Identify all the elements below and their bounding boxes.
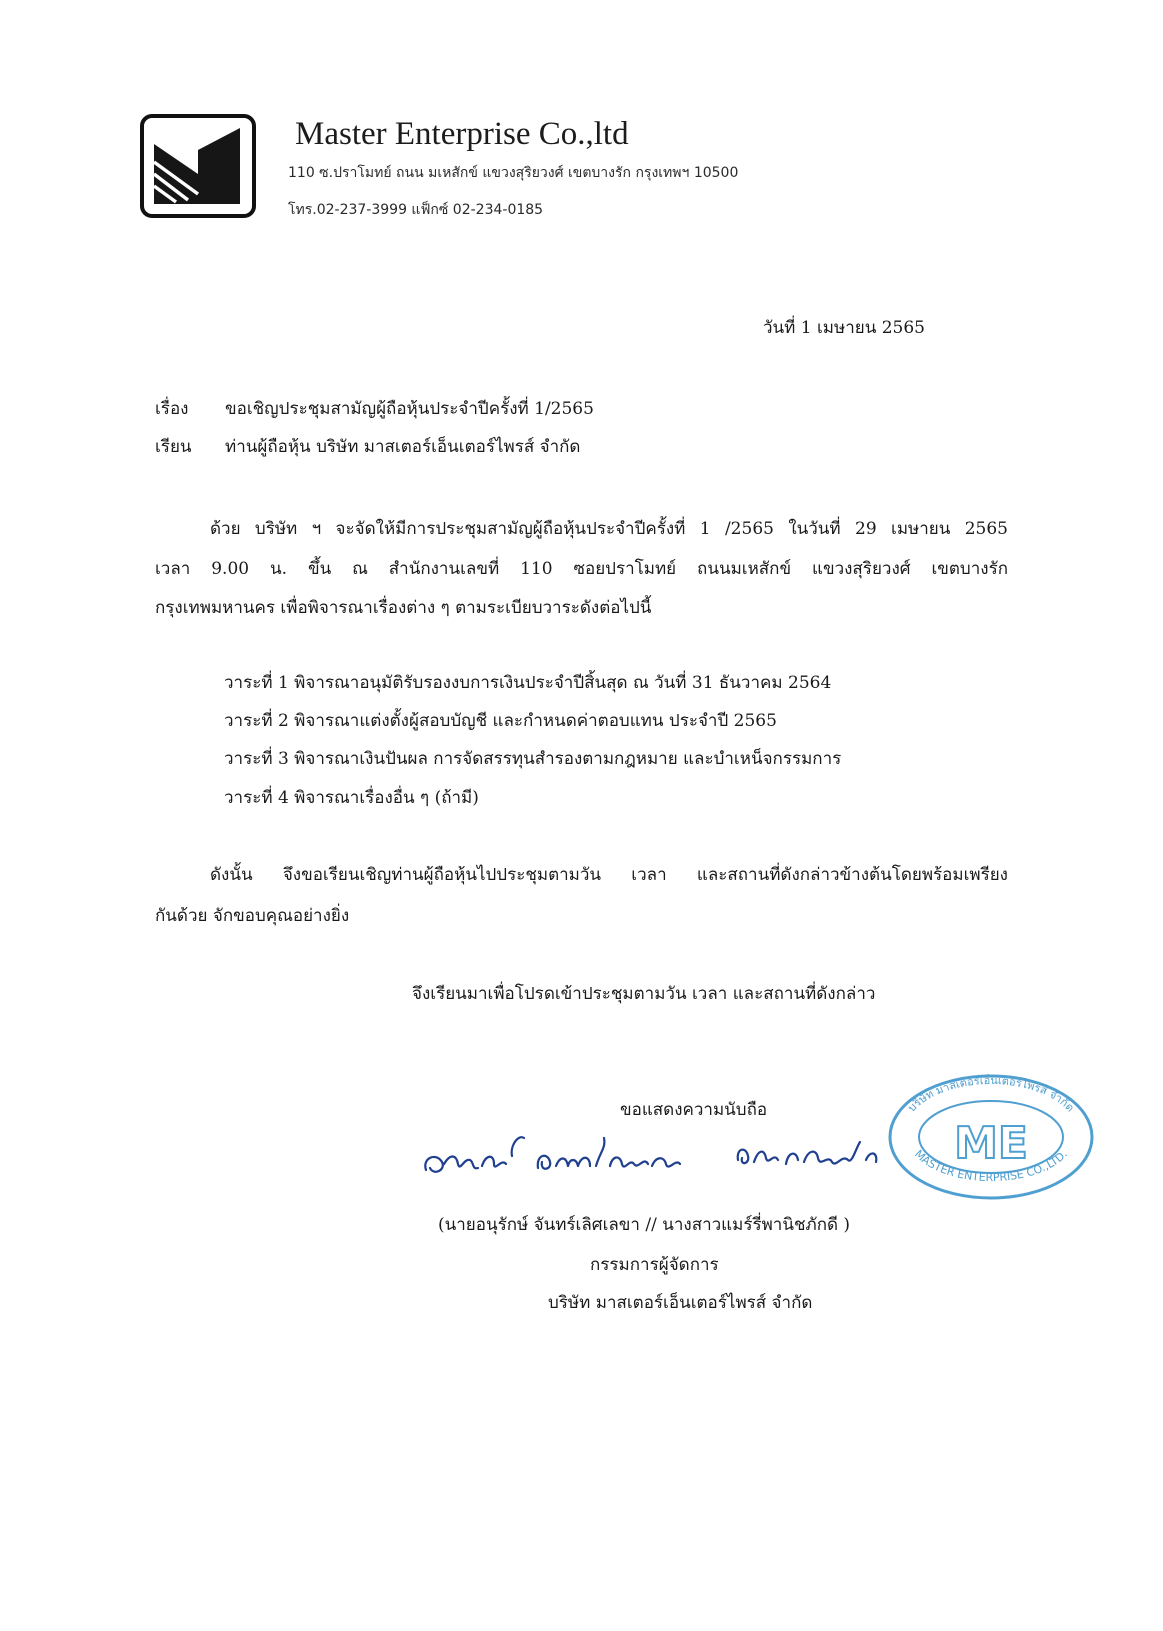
agenda-item: วาระที่ 4 พิจารณาเรื่องอื่น ๆ (ถ้ามี) <box>224 788 479 808</box>
recipient-text: ท่านผู้ถือหุ้น บริษัท มาสเตอร์เอ็นเตอร์ไพรส์ จำกัด <box>225 437 581 457</box>
signatory-company: บริษัท มาสเตอร์เอ็นเตอร์ไพรส์ จำกัด <box>548 1293 813 1313</box>
subject-text: ขอเชิญประชุมสามัญผู้ถือหุ้นประจำปีครั้งที่ 1/2565 <box>225 399 594 419</box>
subject-label: เรื่อง <box>155 399 189 419</box>
recipient-label: เรียน <box>155 437 192 457</box>
handwritten-signatures <box>420 1118 900 1198</box>
svg-text:MASTER ENTERPRISE CO.,LTD.: MASTER ENTERPRISE CO.,LTD. <box>912 1147 1070 1185</box>
company-logo <box>140 114 256 218</box>
agenda-item: วาระที่ 1 พิจารณาอนุมัติรับรองงบการเงินประจำปีสิ้นสุด ณ วันที่ 31 ธันวาคม 2564 <box>224 673 832 693</box>
closing-request: จึงเรียนมาเพื่อโปรดเข้าประชุมตามวัน เวลา และสถานที่ดังกล่าว <box>412 984 876 1004</box>
company-name: Master Enterprise Co.,ltd <box>295 116 629 152</box>
signatory-names: (นายอนุรักษ์ จันทร์เลิศเลขา // นางสาวแมร์รี่พานิชภักดี ) <box>438 1215 851 1235</box>
agenda-item: วาระที่ 3 พิจารณาเงินปันผล การจัดสรรทุนสำรองตามกฎหมาย และบำเหน็จกรรมการ <box>224 749 842 769</box>
company-address: 110 ซ.ปราโมทย์ ถนน มเหสักข์ แขวงสุริยวงศ์ เขตบางรัก กรุงเทพฯ 10500 <box>288 165 739 181</box>
letter-date: วันที่ 1 เมษายน 2565 <box>762 318 925 338</box>
body-paragraph-line: ด้วย บริษัท ฯ จะจัดให้มีการประชุมสามัญผู้ถือหุ้นประจำปีครั้งที่ 1 /2565 ในวันที่ 29 เมษายน 2565 <box>210 519 1008 539</box>
svg-text:บริษัท มาสเตอร์เอ็นเตอร์ไพรส์: บริษัท มาสเตอร์เอ็นเตอร์ไพรส์ จำกัด <box>905 1073 1077 1115</box>
company-contact: โทร.02-237-3999 แฟ็กซ์ 02-234-0185 <box>288 202 544 218</box>
body-paragraph-line: กรุงเทพมหานคร เพื่อพิจารณาเรื่องต่าง ๆ ตามระเบียบวาระดังต่อไปนี้ <box>155 598 652 618</box>
body-paragraph-line: เวลา 9.00 น. ขึ้น ณ สำนักงานเลขที่ 110 ซอยปราโมทย์ ถนนมเหสักข์ แขวงสุริยวงศ์ เขตบางรัก <box>155 559 1008 579</box>
regards-text: ขอแสดงความนับถือ <box>620 1100 768 1120</box>
closing-paragraph-line: กันด้วย จักขอบคุณอย่างยิ่ง <box>155 906 350 926</box>
company-stamp <box>886 1072 1096 1202</box>
signatory-title: กรรมการผู้จัดการ <box>590 1255 719 1275</box>
agenda-item: วาระที่ 2 พิจารณาแต่งตั้งผู้สอบบัญชี และกำหนดค่าตอบแทน ประจำปี 2565 <box>224 711 777 731</box>
closing-paragraph-line: ดังนั้น จึงขอเรียนเชิญท่านผู้ถือหุ้นไปประชุมตามวัน เวลา และสถานที่ดังกล่าวข้างต้นโดยพร้อมเพรียง <box>210 865 1008 885</box>
svg-text:ME: ME <box>954 1118 1028 1169</box>
